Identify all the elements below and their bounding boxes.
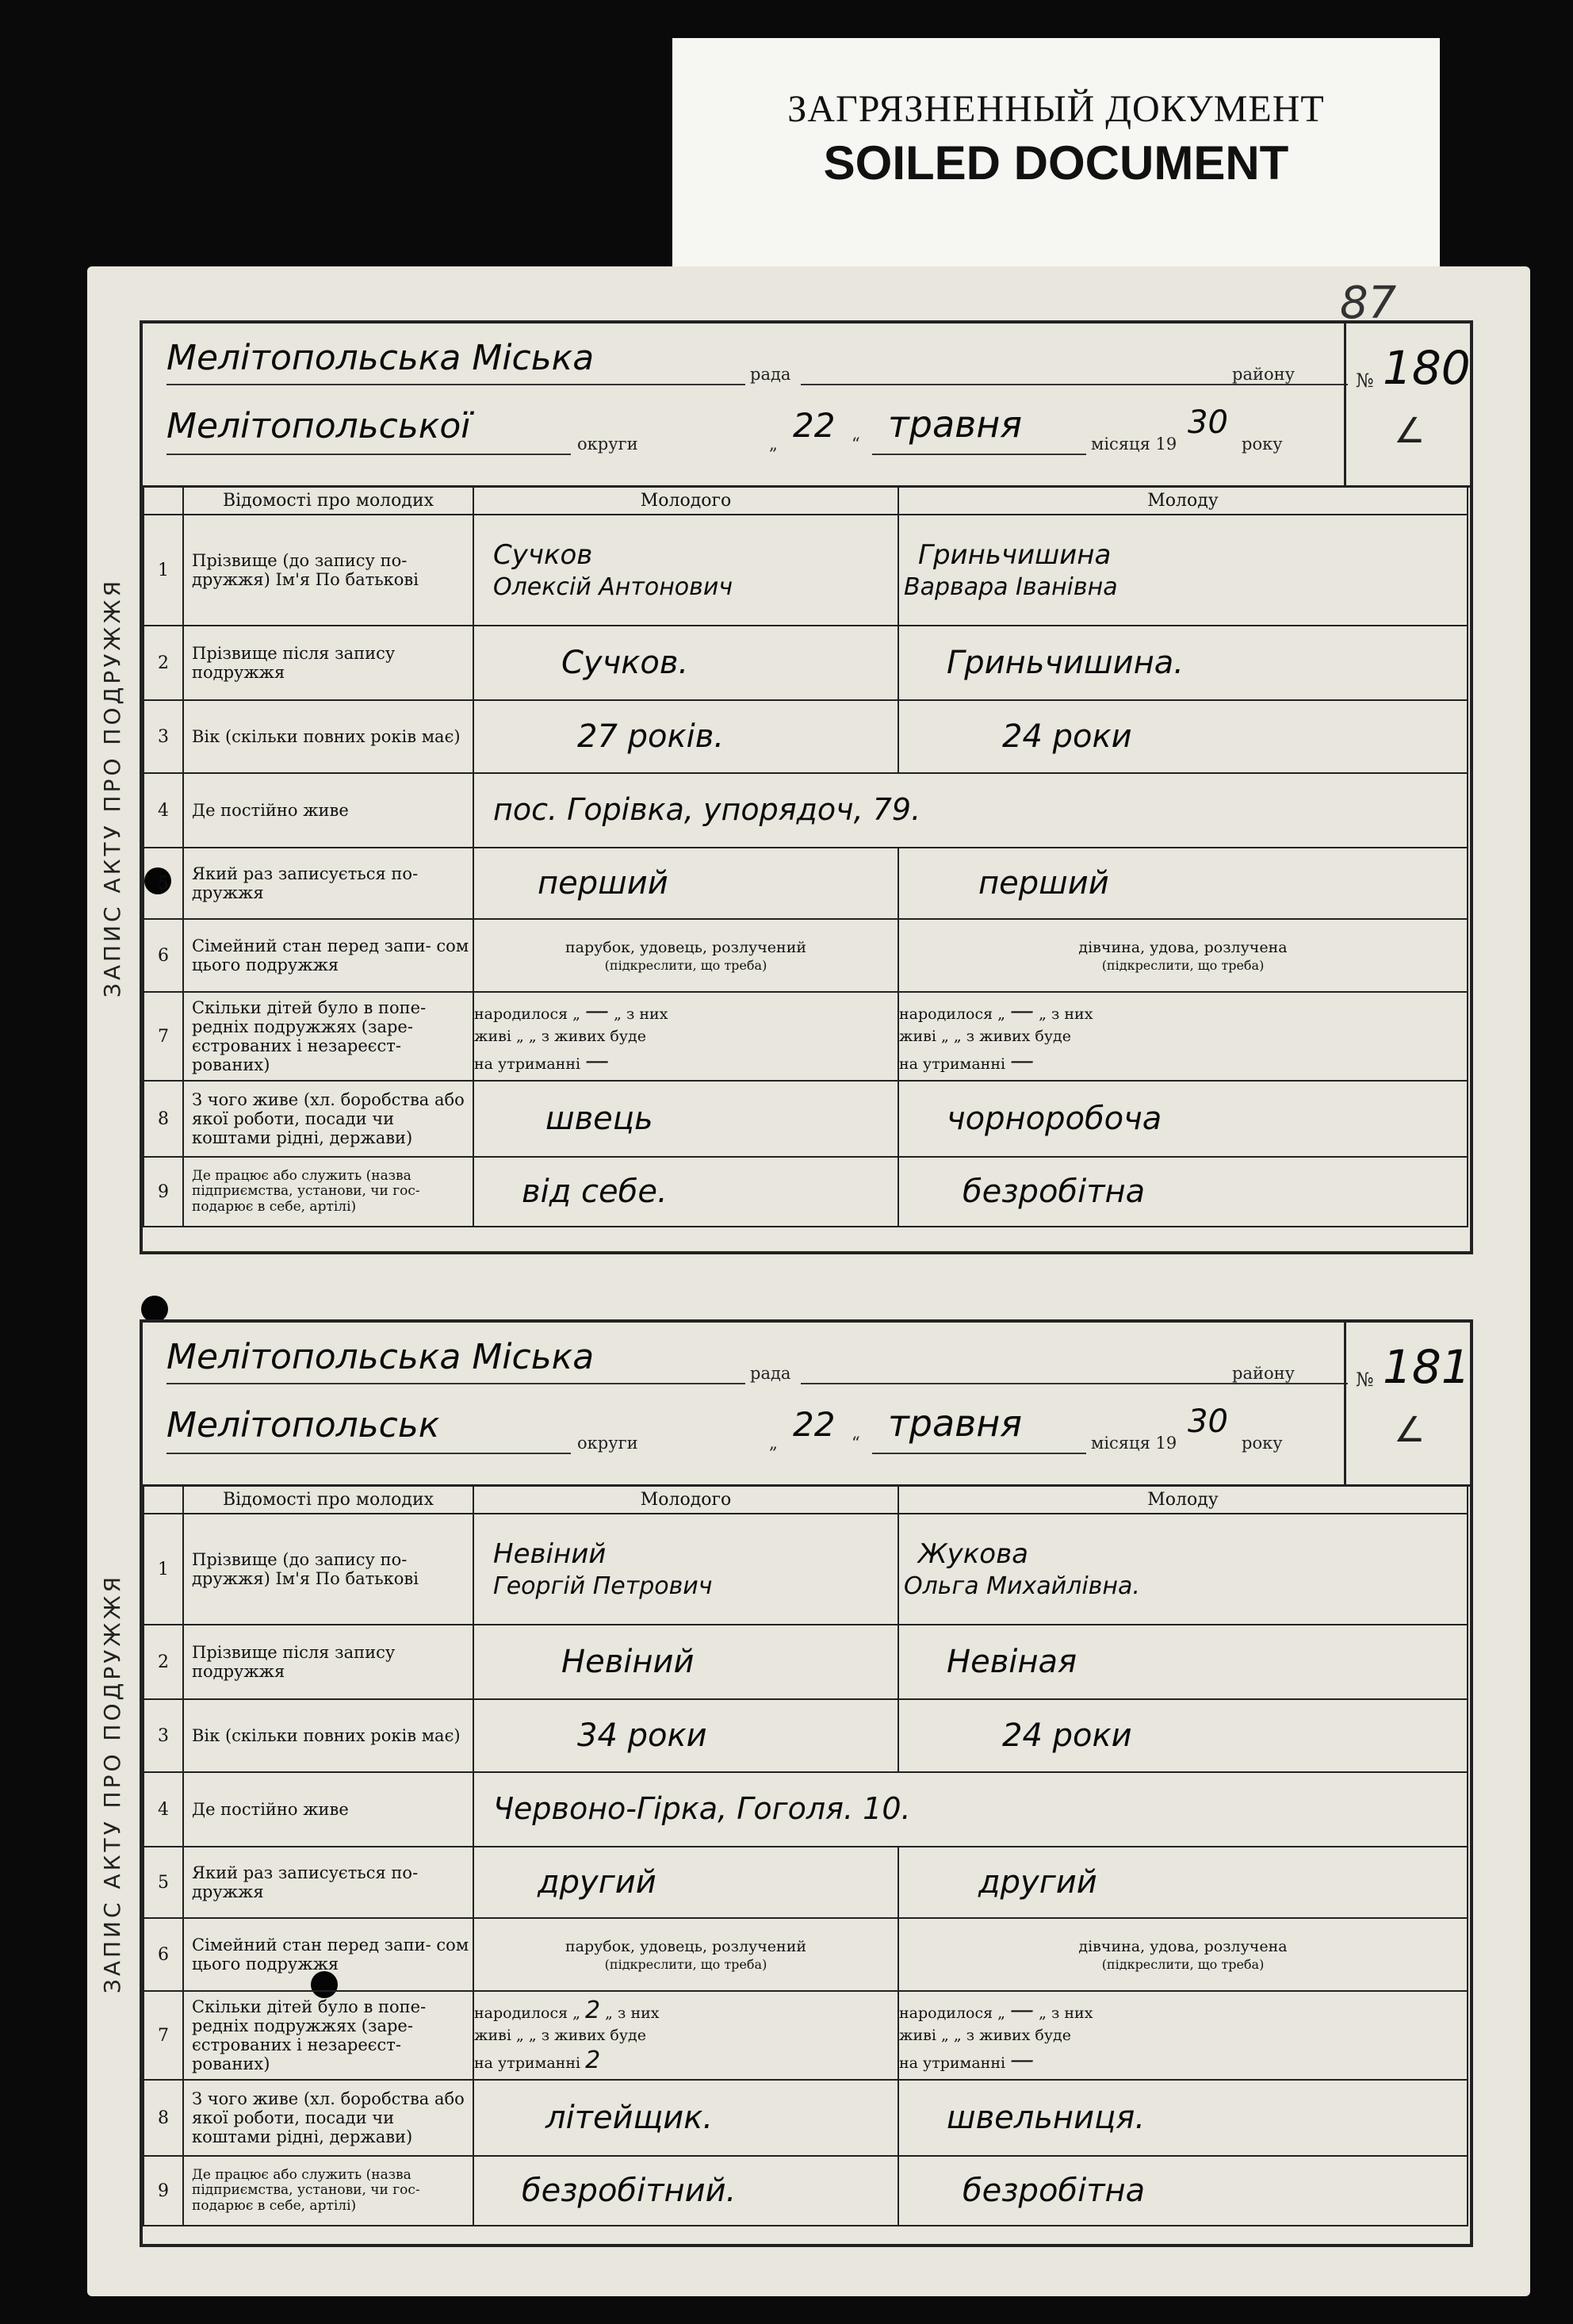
okrugy-label: округи [577, 435, 638, 454]
roku-label: року [1242, 1434, 1283, 1453]
marriage-record-form [99, 1319, 1473, 2247]
bride-surname-after: Гриньчишина. [947, 645, 1185, 681]
bride-name: Варвара Іванівна [904, 572, 1118, 601]
table-row: 1 Прізвище (до запису по- дружжя) Ім'я По батькові Невіний Георгій Петрович Жукова Ольга Михайлівна. [144, 1514, 1468, 1625]
groom-name: Георгій Петрович [493, 1572, 713, 1600]
column-groom: Молодого [473, 486, 898, 515]
table-row: 6 Сімейний стан перед запи- сом цього подружжя парубок, удовець, розлучений (підкреслити, що треба) дівчина, удова, розлучена (підкреслити, що треба) [144, 919, 1468, 992]
column-info: Відомості про молодих [183, 486, 473, 515]
record-number-box: № 180 ∠ [1344, 324, 1470, 485]
record-number-box: № 181 ∠ [1344, 1323, 1470, 1484]
bride-children: народилося „ — „ з них живі „ „ з живих буде на утриманні — [898, 992, 1468, 1081]
bride-name: Ольга Михайлівна. [904, 1572, 1140, 1600]
table-row: 4 Де постійно живе пос. Горівка, упорядоч, 79. [144, 773, 1468, 848]
okruha-value: Мелітопольськ [166, 1405, 440, 1445]
residence: Червоно-Гірка, Гоголя. 10. [493, 1791, 911, 1827]
year-value: 30 [1188, 1403, 1228, 1440]
rada-value: Мелітопольська Міська [166, 338, 595, 378]
table-row: 9 Де працює або служить (назва підприємства, установи, чи гос- подарює в себе, артілі) від себе. безробітна [144, 1157, 1468, 1227]
label-russian: ЗАГРЯЗНЕННЫЙ ДОКУМЕНТ [787, 88, 1325, 130]
groom-status: парубок, удовець, розлучений [565, 1938, 807, 1956]
table-row: 5 Який раз записується по- дружжя другий другий [144, 1847, 1468, 1918]
groom-surname-after: Невіний [561, 1644, 695, 1680]
question-name: Прізвище (до запису по- дружжя) Ім'я По батькові [183, 515, 473, 626]
rada-value: Мелітопольська Міська [166, 1337, 595, 1377]
column-groom: Молодого [473, 1485, 898, 1514]
record-table [143, 485, 1468, 1227]
bride-status: дівчина, удова, розлучена [1078, 939, 1288, 957]
column-info: Відомості про молодих [183, 1485, 473, 1514]
raion-label: району [1232, 1364, 1295, 1383]
bride-workplace: безробітна [963, 1173, 1146, 1210]
month-value: травня [888, 403, 1023, 446]
groom-age: 27 років. [577, 718, 725, 755]
table-row: 6 Сімейний стан перед запи- сом цього подружжя парубок, удовець, розлучений (підкреслити, що треба) дівчина, удова, розлучена (підкреслити, що треба) [144, 1918, 1468, 1991]
bride-surname-after: Невіная [947, 1644, 1077, 1680]
record-header: Мелітопольська Міська рада району Мелітопольської округи „ 22 “ травня місяця 19 30 року № 180 ∠ [143, 324, 1470, 488]
record-number: 181 [1383, 1340, 1471, 1394]
table-row: 7 Скільки дітей було в попе- редніх подружжях (заре- єстрованих і незареєст- рованих) народилося „ 2 „ з них живі „ „ з живих буде на утриманні 2 народилося „ — „ з них живі „ „ з живих буде на утриманні — [144, 1991, 1468, 2080]
groom-children: народилося „ 2 „ з них живі „ „ з живих буде на утриманні 2 [473, 1991, 898, 2080]
table-row: 1 Прізвище (до запису по- дружжя) Ім'я По батькові Сучков Олексій Антонович Гриньчишина Варвара Іванівна [144, 515, 1468, 626]
bride-surname: Гриньчишина [918, 539, 1112, 571]
column-bride: Молоду [898, 1485, 1468, 1514]
table-row: 9 Де працює або служить (назва підприємства, установи, чи гос- подарює в себе, артілі) безробітний. безробітна [144, 2156, 1468, 2226]
table-row: 3 Вік (скільки повних років має) 34 роки 24 роки [144, 1699, 1468, 1772]
groom-livelihood: швець [545, 1101, 653, 1137]
table-row: 8 З чого живе (хл. боробства або якої роботи, посади чи коштами рідні, держави) швець чорноробоча [144, 1081, 1468, 1157]
bride-livelihood: чорноробоча [947, 1101, 1162, 1137]
okrugy-label: округи [577, 1434, 638, 1453]
bride-livelihood: швельниця. [947, 2100, 1146, 2136]
groom-status: парубок, удовець, розлучений [565, 939, 807, 957]
groom-surname-after: Сучков. [561, 645, 689, 681]
marriage-record-form [99, 320, 1473, 1254]
groom-surname: Невіний [493, 1538, 607, 1570]
table-header-row [144, 486, 1468, 515]
raion-label: району [1232, 365, 1295, 384]
year-value: 30 [1188, 404, 1228, 441]
table-header-row [144, 1485, 1468, 1514]
table-row: 3 Вік (скільки повних років має) 27 років. 24 роки [144, 700, 1468, 773]
bride-age: 24 роки [1002, 1717, 1132, 1754]
residence: пос. Горівка, упорядоч, 79. [493, 792, 921, 828]
record-table [143, 1484, 1468, 2226]
month-label: місяця 19 [1091, 1434, 1177, 1453]
column-bride: Молоду [898, 486, 1468, 515]
groom-workplace: від себе. [522, 1173, 668, 1210]
bride-marriage-count: другий [978, 1864, 1097, 1901]
bride-age: 24 роки [1002, 718, 1132, 755]
table-row: 5 Який раз записується по- дружжя перший перший [144, 848, 1468, 919]
question-name: Прізвище (до запису по- дружжя) Ім'я По батькові [183, 1514, 473, 1625]
table-row: 8 З чого живе (хл. боробства або якої роботи, посади чи коштами рідні, держави) літейщик. швельниця. [144, 2080, 1468, 2156]
table-row: 2 Прізвище після запису подружжя Невіний Невіная [144, 1625, 1468, 1699]
rada-label: рада [750, 1364, 791, 1383]
day-value: 22 [793, 1405, 836, 1444]
month-value: травня [888, 1402, 1023, 1445]
roku-label: року [1242, 435, 1283, 454]
day-value: 22 [793, 406, 836, 445]
rada-label: рада [750, 365, 791, 384]
bride-workplace: безробітна [963, 2173, 1146, 2209]
folio-number: 87 [1340, 278, 1397, 329]
groom-name: Олексій Антонович [493, 572, 733, 601]
groom-surname: Сучков [493, 539, 593, 571]
table-row: 4 Де постійно живе Червоно-Гірка, Гоголя. 10. [144, 1772, 1468, 1847]
record-number: 180 [1383, 341, 1471, 395]
label-english: SOILED DOCUMENT [823, 136, 1289, 190]
bride-marriage-count: перший [978, 865, 1109, 902]
bride-status: дівчина, удова, розлучена [1078, 1938, 1288, 1956]
table-row: 2 Прізвище після запису подружжя Сучков. Гриньчишина. [144, 626, 1468, 700]
groom-livelihood: літейщик. [545, 2100, 714, 2136]
punch-hole [141, 1296, 168, 1323]
groom-marriage-count: перший [538, 865, 668, 902]
month-label: місяця 19 [1091, 435, 1177, 454]
groom-children: народилося „ — „ з них живі „ „ з живих буде на утриманні — [473, 992, 898, 1081]
soiled-document-label [672, 38, 1440, 276]
groom-marriage-count: другий [538, 1864, 656, 1901]
bride-children: народилося „ — „ з них живі „ „ з живих буде на утриманні — [898, 1991, 1468, 2080]
spine-title: ЗАПИС АКТУ ПРО ПОДРУЖЖЯ [99, 1573, 126, 1993]
groom-workplace: безробітний. [522, 2173, 737, 2209]
bride-surname: Жукова [918, 1538, 1028, 1570]
table-row: 7 Скільки дітей було в попе- редніх подружжях (заре- єстрованих і незареєст- рованих) народилося „ — „ з них живі „ „ з живих буде на утриманні — народилося „ — „ з них живі „ „ з живих буде на утриманні — [144, 992, 1468, 1081]
spine-title: ЗАПИС АКТУ ПРО ПОДРУЖЖЯ [99, 577, 126, 997]
okruha-value: Мелітопольської [166, 406, 471, 446]
record-header: Мелітопольська Міська рада району Мелітопольськ округи „ 22 “ травня місяця 19 30 року № 181 ∠ [143, 1323, 1470, 1487]
groom-age: 34 роки [577, 1717, 707, 1754]
